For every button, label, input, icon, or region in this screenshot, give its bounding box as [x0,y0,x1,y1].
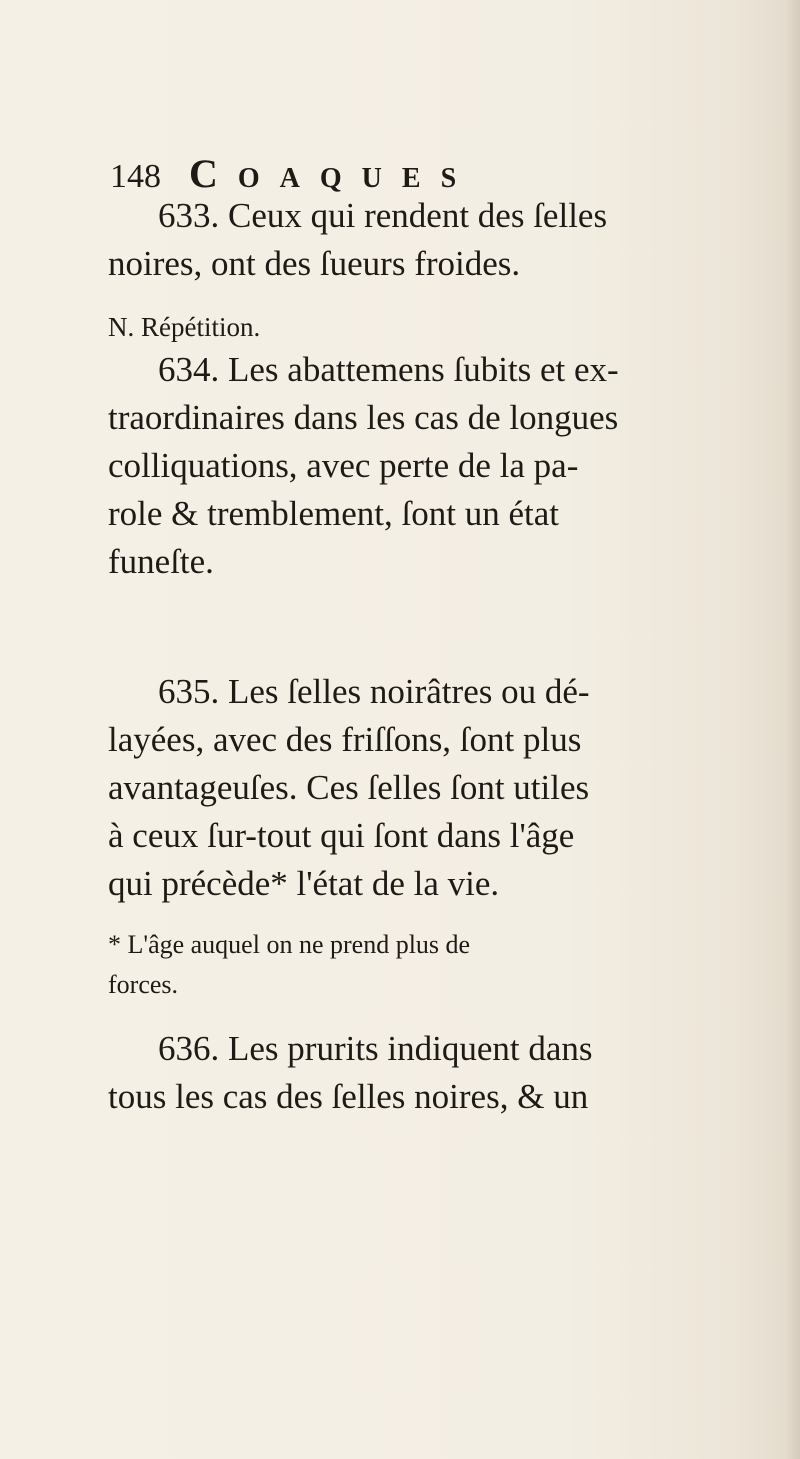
text-line: traordinaires dans les cas de longues [108,398,619,437]
running-title: Coaques [189,151,477,196]
note-line: N. Répétition. [108,312,261,342]
text-line: role & tremblement, ſont un état [108,494,559,533]
text-line: 635. Les ſelles noirâtres ou dé- [158,672,590,711]
paragraph-634 [108,346,768,586]
note-repetition [108,303,768,351]
footnote-line: * L'âge auquel on ne prend plus de [108,930,471,959]
text-line: funeſte. [108,542,214,581]
paragraph-633 [108,192,768,288]
page-number: 148 [110,158,161,195]
text-line: à ceux ſur-tout qui ſont dans l'âge [108,816,575,855]
text-line: avantageuſes. Ces ſelles ſont utiles [108,768,590,807]
text-line: 634. Les abattemens ſubits et ex- [158,350,619,389]
text-line: noires, ont des ſueurs froides. [108,244,521,283]
paragraph-636 [108,1025,768,1121]
paragraph-635 [108,668,768,908]
text-line: 633. Ceux qui rendent des ſelles [158,196,608,235]
text-line: tous les cas des ſelles noires, & un [108,1077,589,1116]
page-edge-shadow [786,0,800,1459]
text-line: qui précède* l'état de la vie. [108,864,500,903]
text-line: colliquations, avec perte de la pa- [108,446,579,485]
footnote [108,925,768,1005]
text-line: 636. Les prurits indiquent dans [158,1029,593,1068]
text-line: layées, avec des friſſons, ſont plus [108,720,582,759]
footnote-line: forces. [108,970,179,999]
